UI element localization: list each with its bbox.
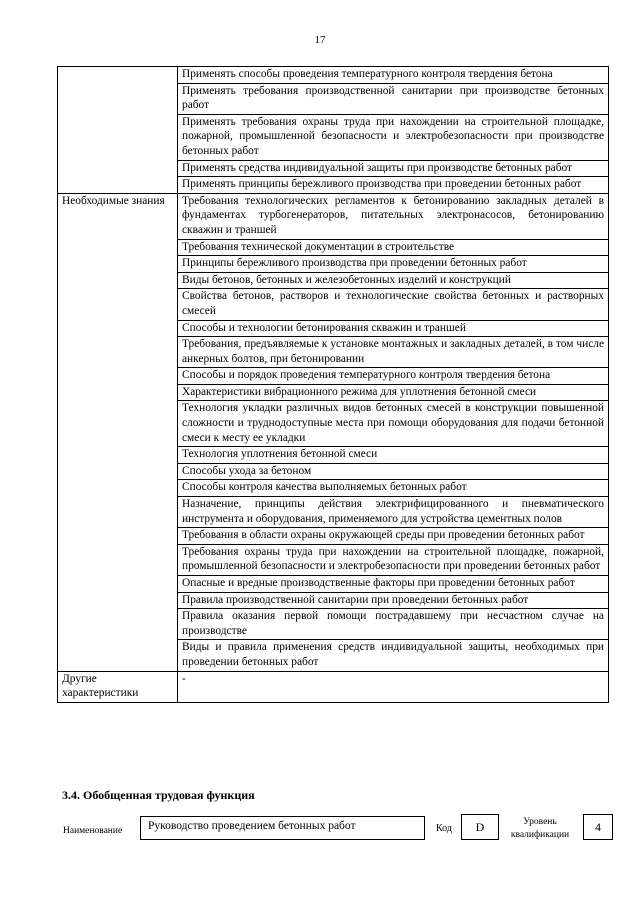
knowledge-item: Свойства бетонов, растворов и технологические свойства бетонных и растворных смесей: [178, 289, 609, 320]
code-label: Код: [436, 823, 452, 834]
page-number: 17: [314, 34, 326, 46]
code-value: D: [475, 820, 485, 834]
name-value: Руководство проведением бетонных работ: [148, 820, 356, 832]
knowledge-item: Способы и технологии бетонирования скважин и траншей: [178, 320, 609, 337]
knowledge-item: Правила производственной санитарии при проведении бетонных работ: [178, 592, 609, 609]
knowledge-item: Требования технологических регламентов к бетонированию закладных деталей в фундаментах турбогенераторов, питательных электронасосов, бетонированию скважин и траншей: [178, 193, 609, 239]
section-heading: 3.4. Обобщенная трудовая функция: [62, 788, 255, 802]
knowledge-item: Требования технической документации в строительстве: [178, 239, 609, 256]
knowledge-item: Принципы бережливого производства при проведении бетонных работ: [178, 256, 609, 273]
knowledge-label-cell: Необходимые знания: [58, 193, 178, 671]
knowledge-item: Правила оказания первой помощи пострадавшему при несчастном случае на производстве: [178, 609, 609, 640]
knowledge-item: Виды бетонов, бетонных и железобетонных изделий и конструкций: [178, 272, 609, 289]
skill-item: Применять средства индивидуальной защиты при производстве бетонных работ: [178, 160, 609, 177]
code-value-box: [461, 814, 499, 840]
skills-label-cell: [58, 67, 178, 194]
knowledge-item: Требования в области охраны окружающей среды при проведении бетонных работ: [178, 528, 609, 545]
knowledge-item: Опасные и вредные производственные факторы при проведении бетонных работ: [178, 576, 609, 593]
qualification-level-box: [583, 814, 613, 840]
knowledge-item: Способы контроля качества выполняемых бетонных работ: [178, 480, 609, 497]
other-characteristics-value: -: [178, 671, 609, 702]
knowledge-item: Виды и правила применения средств индивидуальной защиты, необходимых при проведении бетонных работ: [178, 640, 609, 671]
knowledge-item: Технология уплотнения бетонной смеси: [178, 447, 609, 464]
competency-table: [57, 66, 609, 703]
qualification-level-value: 4: [595, 820, 601, 834]
name-value-box: [140, 816, 425, 840]
knowledge-item: Назначение, принципы действия электрифицированного и пневматического инструмента и оборудования, применяемого для устройства цементных полов: [178, 497, 609, 528]
other-characteristics-label: Другие характеристики: [58, 671, 178, 702]
table-row: [58, 67, 609, 84]
table-row: [58, 671, 609, 702]
qualification-level-label: Уровень квалификации: [510, 817, 570, 840]
skill-item: Применять способы проведения температурного контроля твердения бетона: [178, 67, 609, 84]
competency-table-body: [58, 67, 609, 703]
skill-item: Применять требования производственной санитарии при производстве бетонных работ: [178, 83, 609, 114]
knowledge-item: Способы ухода за бетоном: [178, 463, 609, 480]
knowledge-item: Требования охраны труда при нахождении на строительной площадке, пожарной, промышленной безопасности и электробезопасности при проведении бетонных работ: [178, 544, 609, 575]
table-row: [58, 193, 609, 239]
knowledge-item: Технология укладки различных видов бетонных смесей в конструкции повышенной сложности и труднодоступные места при помощи оборудования для подачи бетонной смеси к месту ее укладки: [178, 401, 609, 447]
skill-item: Применять требования охраны труда при нахождении на строительной площадке, пожарной, промышленной безопасности и электробезопасности при производстве бетонных работ: [178, 114, 609, 160]
knowledge-item: Характеристики вибрационного режима для уплотнения бетонной смеси: [178, 384, 609, 401]
skill-item: Применять принципы бережливого производства при проведении бетонных работ: [178, 177, 609, 194]
name-label: Наименование: [63, 826, 123, 836]
knowledge-item: Требования, предъявляемые к установке монтажных и закладных деталей, в том числе анкерных болтов, при бетонировании: [178, 337, 609, 368]
knowledge-item: Способы и порядок проведения температурного контроля твердения бетона: [178, 368, 609, 385]
